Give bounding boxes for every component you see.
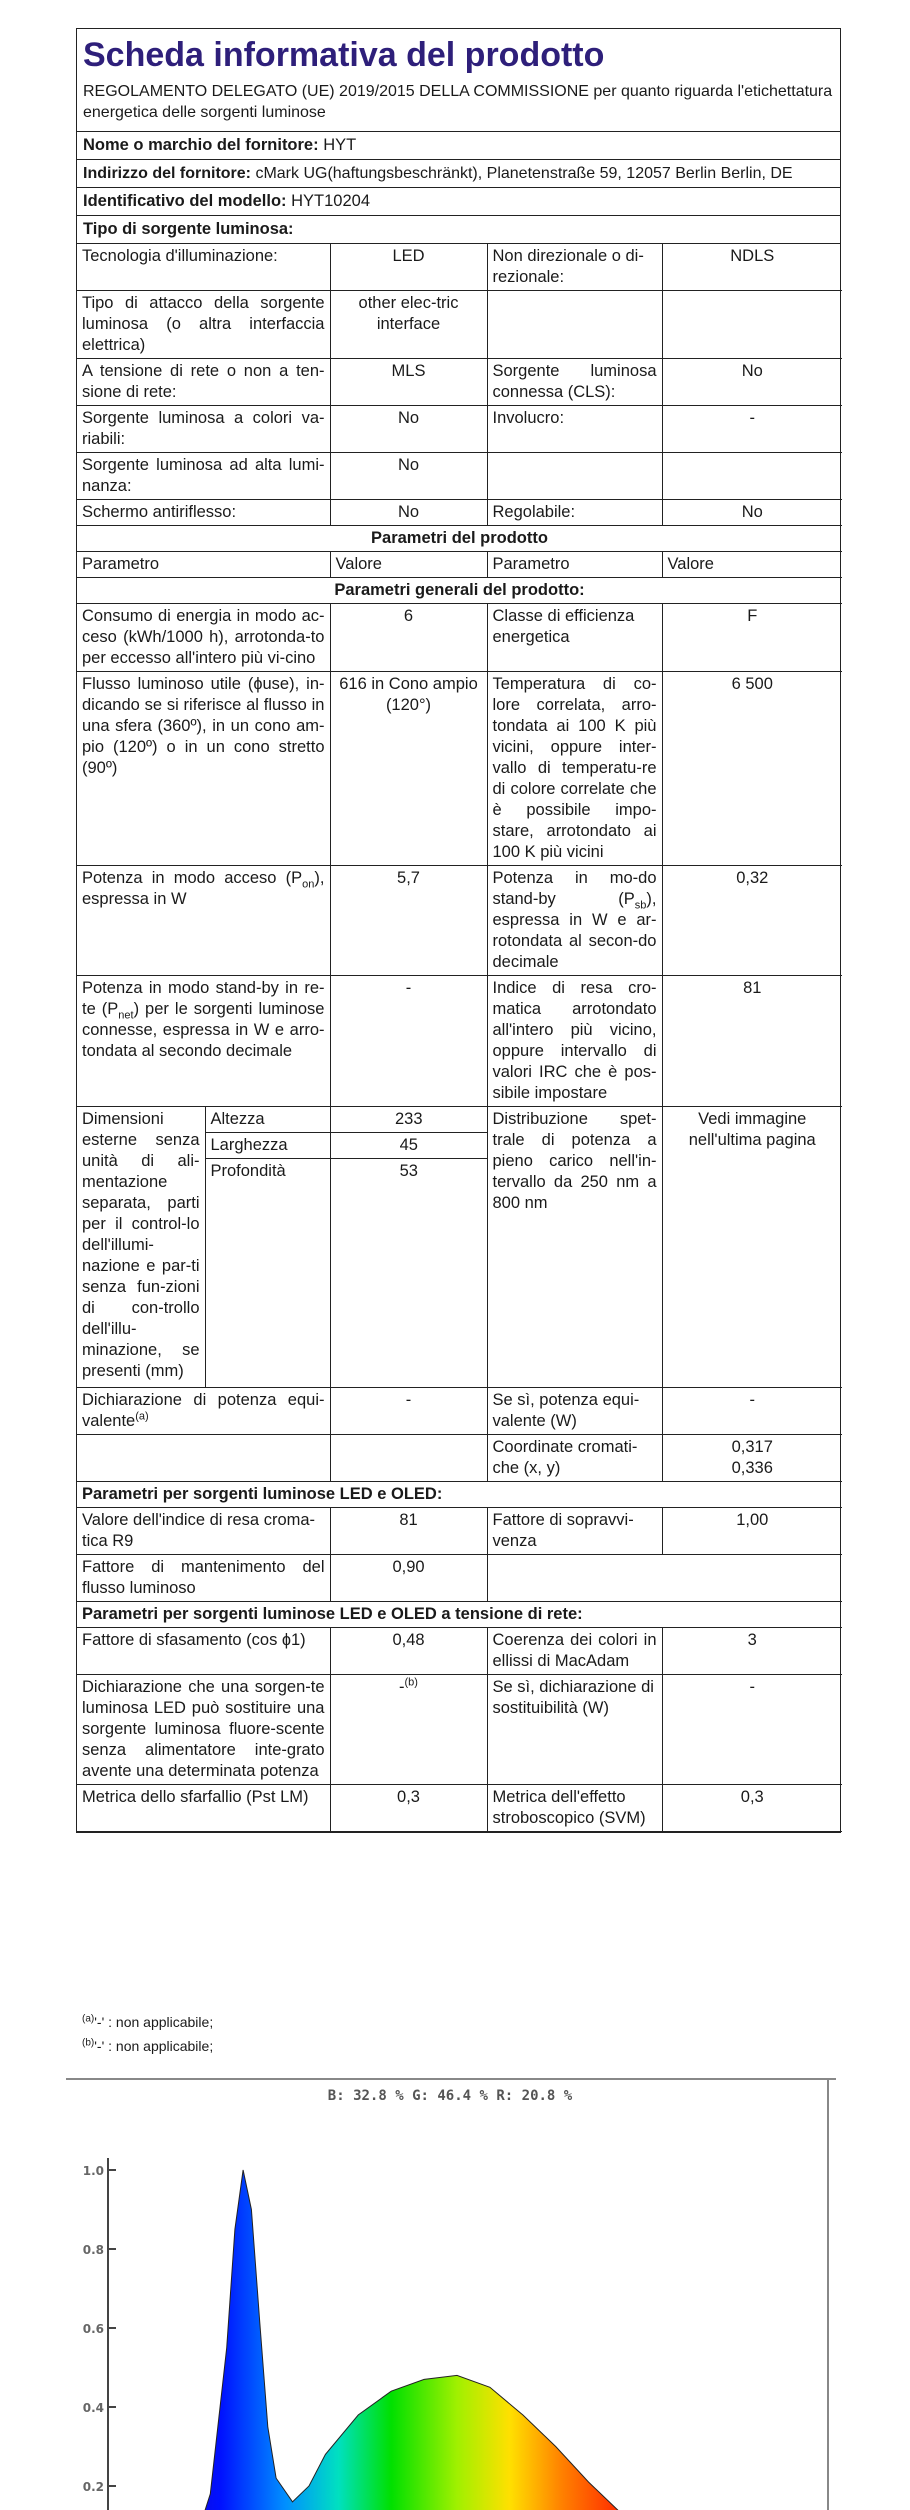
dimensions-label: Dimensioni esterne senza unità di ali-mentazione separata, parti per il control-lo dell'illumi-nazione e par-ti senza fun-zioni di con-trollo dell'illu-minazione, se presenti (mm) <box>77 1107 205 1387</box>
empty-cell <box>487 1554 662 1601</box>
directional-label: Non direzionale o di-rezionale: <box>487 244 662 291</box>
mains-value: MLS <box>330 359 487 406</box>
luminous-flux-label: Flusso luminoso utile (ɸuse), in-dicando se si riferisce al flusso in una sfera (360º), in un cono am-pio (120º) o in un cono stretto (90º) <box>77 672 330 866</box>
depth-value: 53 <box>330 1159 487 1387</box>
table-row <box>77 526 842 552</box>
chromaticity-value: 0,317 0,336 <box>662 1434 842 1481</box>
dimensions-cell <box>77 1107 487 1388</box>
envelope-label: Involucro: <box>487 406 662 453</box>
colour-temperature-label: Temperatura di co-lore correlata, arro-tondata ai 100 K più vicini, oppure inter-vallo di temperatu-re di colore correlate che è possibile impo-stare, arrotondato ai 100 K più vicini <box>487 672 662 866</box>
height-value: 233 <box>330 1107 487 1133</box>
mains-params-heading: Parametri per sorgenti luminose LED e OLED a tensione di rete: <box>77 1601 842 1627</box>
mains-label: A tensione di rete o non a ten-sione di rete: <box>77 359 330 406</box>
survival-factor-value: 1,00 <box>662 1507 842 1554</box>
product-params-heading: Parametri del prodotto <box>77 526 842 552</box>
equivalent-power-value: - <box>662 1387 842 1434</box>
supplier-address-label: Indirizzo del fornitore: <box>83 165 251 182</box>
dimmable-label: Regolabile: <box>487 500 662 526</box>
energy-class-label: Classe di efficienza energetica <box>487 604 662 672</box>
col-param-header: Parametro <box>77 552 330 578</box>
product-information-sheet <box>76 28 841 1833</box>
table-row <box>77 578 842 604</box>
table-row <box>77 672 842 866</box>
stroboscopic-metric-value: 0,3 <box>662 1784 842 1831</box>
table-row <box>77 866 842 976</box>
r9-value: 81 <box>330 1507 487 1554</box>
cri-value: 81 <box>662 976 842 1107</box>
connected-label: Sorgente luminosa connessa (CLS): <box>487 359 662 406</box>
displacement-factor-label: Fattore di sfasamento (cos ɸ1) <box>77 1627 330 1674</box>
colour-temperature-value: 6 500 <box>662 672 842 866</box>
cap-type-value: other elec-tric interface <box>330 291 487 359</box>
spectrum-chart <box>66 2078 836 2510</box>
empty-cell <box>662 1554 842 1601</box>
chart-title: B: 32.8 % G: 46.4 % R: 20.8 % <box>327 2088 573 2104</box>
table-row <box>77 406 842 453</box>
flicker-metric-value: 0,3 <box>330 1784 487 1831</box>
empty-cell <box>330 1434 487 1481</box>
empty-cell <box>662 291 842 359</box>
width-value: 45 <box>330 1133 487 1159</box>
r9-label: Valore dell'indice di resa croma-tica R9 <box>77 1507 330 1554</box>
table-row <box>77 1507 842 1554</box>
footnote-b: $^{(b)}$'-' : non applicabile; <box>82 2037 214 2054</box>
general-params-heading: Parametri generali del prodotto: <box>77 578 842 604</box>
anti-glare-value: No <box>330 500 487 526</box>
supplier-name-label: Nome o marchio del fornitore: <box>83 136 319 154</box>
table-row <box>77 1387 842 1434</box>
y-tick-label: 1.0 <box>82 2164 104 2178</box>
spectral-distribution-value: Vedi immagine nell'ultima pagina <box>662 1107 842 1388</box>
title-box <box>77 29 840 132</box>
source-type-heading: Tipo di sorgente luminosa: <box>77 216 840 244</box>
source-type-table <box>77 244 842 1832</box>
technology-value: LED <box>330 244 487 291</box>
supplier-name-value: HYT <box>323 136 357 154</box>
col-param-header: Parametro <box>487 552 662 578</box>
table-row <box>77 1601 842 1627</box>
table-row <box>77 604 842 672</box>
replacement-power-value: - <box>662 1674 842 1784</box>
networked-standby-label: Potenza in modo stand-by in re-te $(P_{net})$ per le sorgenti luminose connesse, espressa in W e arro-tondata al secondo decimale <box>77 976 330 1107</box>
supplier-name-row <box>77 132 840 160</box>
table-row <box>77 291 842 359</box>
empty-cell <box>487 453 662 500</box>
displacement-factor-value: 0,48 <box>330 1627 487 1674</box>
stroboscopic-metric-label: Metrica dell'effetto stroboscopico (SVM) <box>487 1784 662 1831</box>
standby-power-label: Potenza in mo-do stand-by $(P_{sb})$, espressa in W e ar-rotondata al secon-do decimale <box>487 866 662 976</box>
energy-class-value: F <box>662 604 842 672</box>
dimmable-value: No <box>662 500 842 526</box>
table-row <box>77 500 842 526</box>
technology-label: Tecnologia d'illuminazione: <box>77 244 330 291</box>
colour-consistency-value: 3 <box>662 1627 842 1674</box>
y-tick-label: 0.4 <box>82 2401 104 2415</box>
colour-consistency-label: Coerenza dei colori in ellissi di MacAdam <box>487 1627 662 1674</box>
replacement-claim-label: Dichiarazione che una sorgen-te luminosa LED può sostituire una sorgente luminosa fluore-scente senza alimentatore inte-grato avente una determinata potenza <box>77 1674 330 1784</box>
chromaticity-label: Coordinate cromati-che (x, y) <box>487 1434 662 1481</box>
table-row <box>77 1481 842 1507</box>
envelope-value: - <box>662 406 842 453</box>
regulation-subtitle: REGOLAMENTO DELEGATO (UE) 2019/2015 DELLA COMMISSIONE per quanto riguarda l'etichettatura energetica delle sorgenti luminose <box>83 83 833 121</box>
supplier-address-value: cMark UG(haftungsbeschränkt), Planetenstraße 59, 12057 Berlin Berlin, DE <box>255 165 793 182</box>
table-row <box>77 244 842 291</box>
energy-consumption-value: 6 <box>330 604 487 672</box>
footnotes <box>82 2010 213 2058</box>
colour-tuneable-label: Sorgente luminosa a colori va-riabili: <box>77 406 330 453</box>
model-label: Identificativo del modello: <box>83 192 287 210</box>
high-luminance-label: Sorgente luminosa ad alta lumi-nanza: <box>77 453 330 500</box>
table-row <box>77 1627 842 1674</box>
flicker-metric-label: Metrica dello sfarfallio (Pst LM) <box>77 1784 330 1831</box>
table-row <box>77 1674 842 1784</box>
networked-standby-value: - <box>330 976 487 1107</box>
y-tick-label: 0.8 <box>82 2243 104 2257</box>
on-mode-power-label: Potenza in modo acceso $(P_{on})$, espressa in W <box>77 866 330 976</box>
high-luminance-value: No <box>330 453 487 500</box>
depth-label: Profondità <box>205 1159 330 1387</box>
width-label: Larghezza <box>205 1133 330 1159</box>
model-value: HYT10204 <box>291 192 371 210</box>
lumen-maintenance-value: 0,90 <box>330 1554 487 1601</box>
led-params-heading: Parametri per sorgenti luminose LED e OLED: <box>77 1481 842 1507</box>
equivalent-power-claim-value: - <box>330 1387 487 1434</box>
table-row <box>77 1554 842 1601</box>
spectral-distribution-label: Distribuzione spet-trale di potenza a pieno carico nell'in-tervallo da 250 nm a 800 nm <box>487 1107 662 1388</box>
standby-power-value: 0,32 <box>662 866 842 976</box>
y-tick-label: 0.2 <box>82 2480 104 2494</box>
empty-cell <box>77 1434 330 1481</box>
empty-cell <box>487 291 662 359</box>
footnote-a: $^{(a)}$'-' : non applicabile; <box>82 2013 214 2030</box>
table-row <box>77 359 842 406</box>
equivalent-power-label: Se sì, potenza equi-valente (W) <box>487 1387 662 1434</box>
table-row <box>77 1107 842 1388</box>
height-label: Altezza <box>205 1107 330 1133</box>
model-row <box>77 188 840 216</box>
y-tick-label: 0.6 <box>82 2322 104 2336</box>
empty-cell <box>662 453 842 500</box>
replacement-power-label: Se sì, dichiarazione di sostituibilità (W) <box>487 1674 662 1784</box>
cap-type-label: Tipo di attacco della sorgente luminosa (o altra interfaccia elettrica) <box>77 291 330 359</box>
sheet-title: Scheda informativa del prodotto <box>83 36 605 74</box>
colour-tuneable-value: No <box>330 406 487 453</box>
supplier-address-row <box>77 160 840 188</box>
lumen-maintenance-label: Fattore di mantenimento del flusso luminoso <box>77 1554 330 1601</box>
table-row <box>77 552 842 578</box>
survival-factor-label: Fattore di sopravvi-venza <box>487 1507 662 1554</box>
table-row <box>77 1784 842 1831</box>
on-mode-power-value: 5,7 <box>330 866 487 976</box>
luminous-flux-value: 616 in Cono ampio (120°) <box>330 672 487 866</box>
table-row <box>77 976 842 1107</box>
anti-glare-label: Schermo antiriflesso: <box>77 500 330 526</box>
connected-value: No <box>662 359 842 406</box>
energy-consumption-label: Consumo di energia in modo ac-ceso (kWh/1000 h), arrotonda-to per eccesso all'intero più vi-cino <box>77 604 330 672</box>
col-value-header: Valore <box>662 552 842 578</box>
spectrum-svg <box>66 2078 836 2510</box>
directional-value: NDLS <box>662 244 842 291</box>
table-row <box>77 1434 842 1481</box>
col-value-header: Valore <box>330 552 487 578</box>
equivalent-power-claim-label: Dichiarazione di potenza equi-valente$^{(a)}$ <box>77 1387 330 1434</box>
cri-label: Indice di resa cro-matica arrotondato all'intero più vicino, oppure intervallo di valori IRC che è pos-sibile impostare <box>487 976 662 1107</box>
replacement-claim-value: -$^{(b)}$ <box>330 1674 487 1784</box>
table-row <box>77 453 842 500</box>
